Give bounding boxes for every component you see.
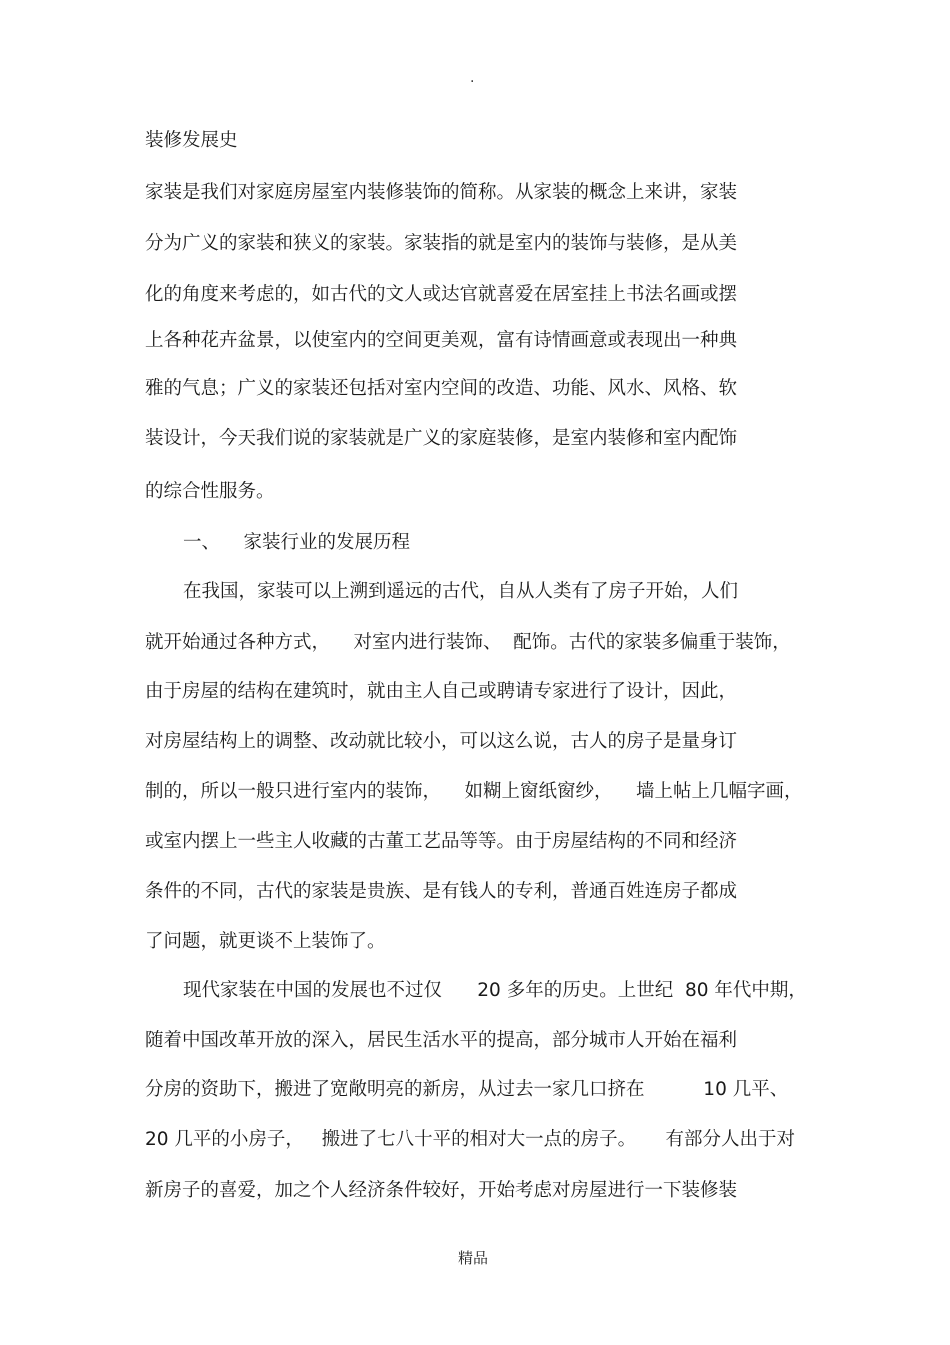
paragraph-line: 制的，所以一般只进行室内的装饰， 如糊上窗纸窗纱， 墙上帖上几幅字画， xyxy=(145,781,803,802)
paragraph-line: 20 几平的小房子， 搬进了七八十平的相对大一点的房子。 有部分人出于对 xyxy=(145,1129,795,1150)
paragraph-line: 分房的资助下，搬进了宽敞明亮的新房，从过去一家几口挤在 10 几平、 xyxy=(145,1079,789,1100)
intro-line: 家装是我们对家庭房屋室内装修装饰的简称。从家装的概念上来讲，家装 xyxy=(145,182,738,203)
paragraph-line: 新房子的喜爱，加之个人经济条件较好，开始考虑对房屋进行一下装修装 xyxy=(145,1180,738,1201)
paragraph-line: 或室内摆上一些主人收藏的古董工艺品等等。由于房屋结构的不同和经济 xyxy=(145,831,738,852)
intro-line: 雅的气息；广义的家装还包括对室内空间的改造、功能、风水、风格、软 xyxy=(145,378,738,399)
paragraph-line: 条件的不同，古代的家装是贵族、是有钱人的专利，普通百姓连房子都成 xyxy=(145,881,738,902)
paragraph-line: 由于房屋的结构在建筑时，就由主人自己或聘请专家进行了设计，因此， xyxy=(145,681,738,702)
document-title: 装修发展史 xyxy=(145,130,238,151)
paragraph-line: 现代家装在中国的发展也不过仅 20 多年的历史。上世纪 80 年代中期， xyxy=(183,980,807,1001)
section-heading: 一、 家装行业的发展历程 xyxy=(183,532,411,553)
paragraph-line: 就开始通过各种方式， 对室内进行装饰、 配饰。古代的家装多偏重于装饰， xyxy=(145,632,791,653)
paragraph-line: 在我国，家装可以上溯到遥远的古代，自从人类有了房子开始，人们 xyxy=(183,581,739,602)
intro-line: 分为广义的家装和狭义的家装。家装指的就是室内的装饰与装修，是从美 xyxy=(145,233,738,254)
intro-line: 化的角度来考虑的，如古代的文人或达官就喜爱在居室挂上书法名画或摆 xyxy=(145,284,738,305)
intro-line: 的综合性服务。 xyxy=(145,481,275,502)
paragraph-line: 随着中国改革开放的深入，居民生活水平的提高，部分城市人开始在福利 xyxy=(145,1030,738,1051)
header-dot: · xyxy=(470,74,475,90)
page-footer: 精品 xyxy=(458,1249,489,1267)
paragraph-line: 对房屋结构上的调整、改动就比较小，可以这么说，古人的房子是量身订 xyxy=(145,731,738,752)
paragraph-line: 了问题，就更谈不上装饰了。 xyxy=(145,931,386,952)
intro-line: 装设计，今天我们说的家装就是广义的家庭装修，是室内装修和室内配饰 xyxy=(145,428,738,449)
intro-line: 上各种花卉盆景，以使室内的空间更美观，富有诗情画意或表现出一种典 xyxy=(145,330,738,351)
